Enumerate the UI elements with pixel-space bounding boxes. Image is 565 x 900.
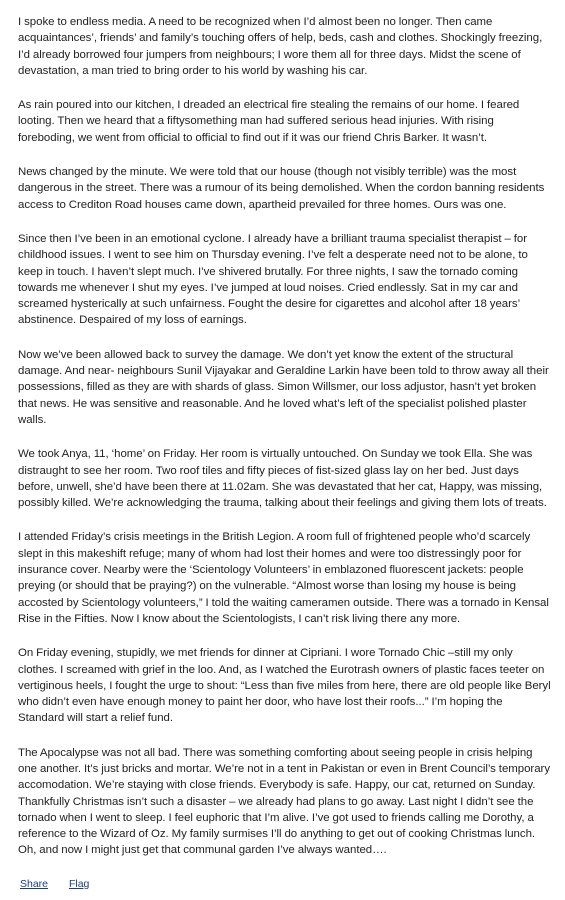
article-paragraph-2: As rain poured into our kitchen, I dreaded an electrical fire stealing the remains of our home. I feared looting. Then we heard that a fiftysomething man had suffered serious head injuries. With rising foreboding, we went from official to official to find out if it was our friend Chris Barker. It wasn’t. — [18, 99, 520, 144]
flag-link[interactable]: Flag — [68, 877, 90, 890]
article-paragraph-8: On Friday evening, stupidly, we met friends for dinner at Cipriani. I wore Tornado Chic –still my only clothes. I screamed with grief in the loo. And, as I watched the Eurotrash owners of plastic faces teeter on vertiginous heels, I fought the urge to shout: “Less than five miles from here, there are old people like Beryl who didn’t even have enough money to paint her door, who have lost their roofs...” I’m hoping the Standard will start a relief fund. — [18, 647, 551, 725]
article-paragraph-7: I attended Friday’s crisis meetings in the British Legion. A room full of frightened people who’d scarcely slept in this makeshift refuge; many of whom had lost their homes and were too distressingly poor for insurance cover. Nearby were the ‘Scientology Volunteers’ in emblazoned fluorescent jackets: people preying (or should that be praying?) on the vulnerable. “Almost worse than losing my house is being accosted by Scientology volunteers,” I told the waiting cameramen outside. There was a tornado in Kensal Rise in the Fifties. Now I know about the Scientologists, I can’t risk living there any more. — [18, 531, 549, 625]
article-paragraph-3: News changed by the minute. We were told that our house (though not visibly terrible) was the most dangerous in the street. There was a rumour of its being demolished. When the cordon banning residents access to Crediton Road houses came down, apartheid prevailed for three homes. Ours was one. — [18, 166, 545, 211]
article-paragraph-1: I spoke to endless media. A need to be recognized when I’d almost been no longer. Then came acquaintances’, friends’ and family’s touching offers of help, beds, cash and clothes. Shockingly freezing, I’d already borrowed four jumpers from neighbours; I wore them all for three days. Midst the scene of devastation, a man tried to bring order to his world by washing his car. — [18, 16, 543, 77]
article-paragraph-4: Since then I’ve been in an emotional cyclone. I already have a brilliant trauma specialist therapist – for childhood issues. I went to see him on Thursday evening. I’ve felt a desperate need not to be alone, to keep in touch. I haven’t slept much. I’ve shivered brutally. For three nights, I saw the tornado coming towards me whenever I shut my eyes. I’ve jumped at loud noises. Cried endlessly. Sat in my car and screamed hysterically at such unfairness. Fought the desire for cigarettes and alcohol after 18 years’ abstinence. Despaired of my loss of earnings. — [18, 232, 528, 327]
article-paragraph-6: We took Anya, 11, ‘home’ on Friday. Her room is virtually untouched. On Sunday we took Ella. She was distraught to see her room. Two roof tiles and fifty pieces of fist-sized glass lay on her bed. Just days before, unwell, she’d have been there at 11.02am. She was devastated that her cat, Happy, was missing, possibly killed. We’re acknowledging the trauma, talking about their feelings and giving them lots of treats. — [18, 448, 547, 510]
article-actions — [18, 877, 551, 891]
article-paragraph-9: The Apocalypse was not all bad. There was something comforting about seeing people in crisis helping one another. It’s just bricks and mortar. We’re not in a tent in Pakistan or even in Brent Council’s temporary accomodation. We’re staying with close friends. Everybody is safe. Happy, our cat, returned on Sunday. Thankfully Christmas isn’t such a disaster – we already had plans to go away. Last night I didn’t see the tornado when I went to sleep. I feel euphoric that I’m alive. I’ve got used to friends calling me Dorothy, a reference to the Wizard of Oz. My family surmises I’ll do anything to get out of cooking Christmas lunch. Oh, and now I might just get that communal garden I’ve always wanted…. — [18, 746, 551, 857]
share-link[interactable]: Share — [20, 877, 49, 890]
article-paragraph-5: Now we’ve been allowed back to survey the damage. We don’t yet know the extent of the structural damage. And near- neighbours Sunil Vijayakar and Geraldine Larkin have been told to throw away all their possessions, filled as they are with shards of glass. Simon Willsmer, our loss adjustor, hasn’t yet broken that news. He was sensitive and reasonable. And he loved what’s left of the specialist polished plaster walls. — [18, 348, 549, 426]
